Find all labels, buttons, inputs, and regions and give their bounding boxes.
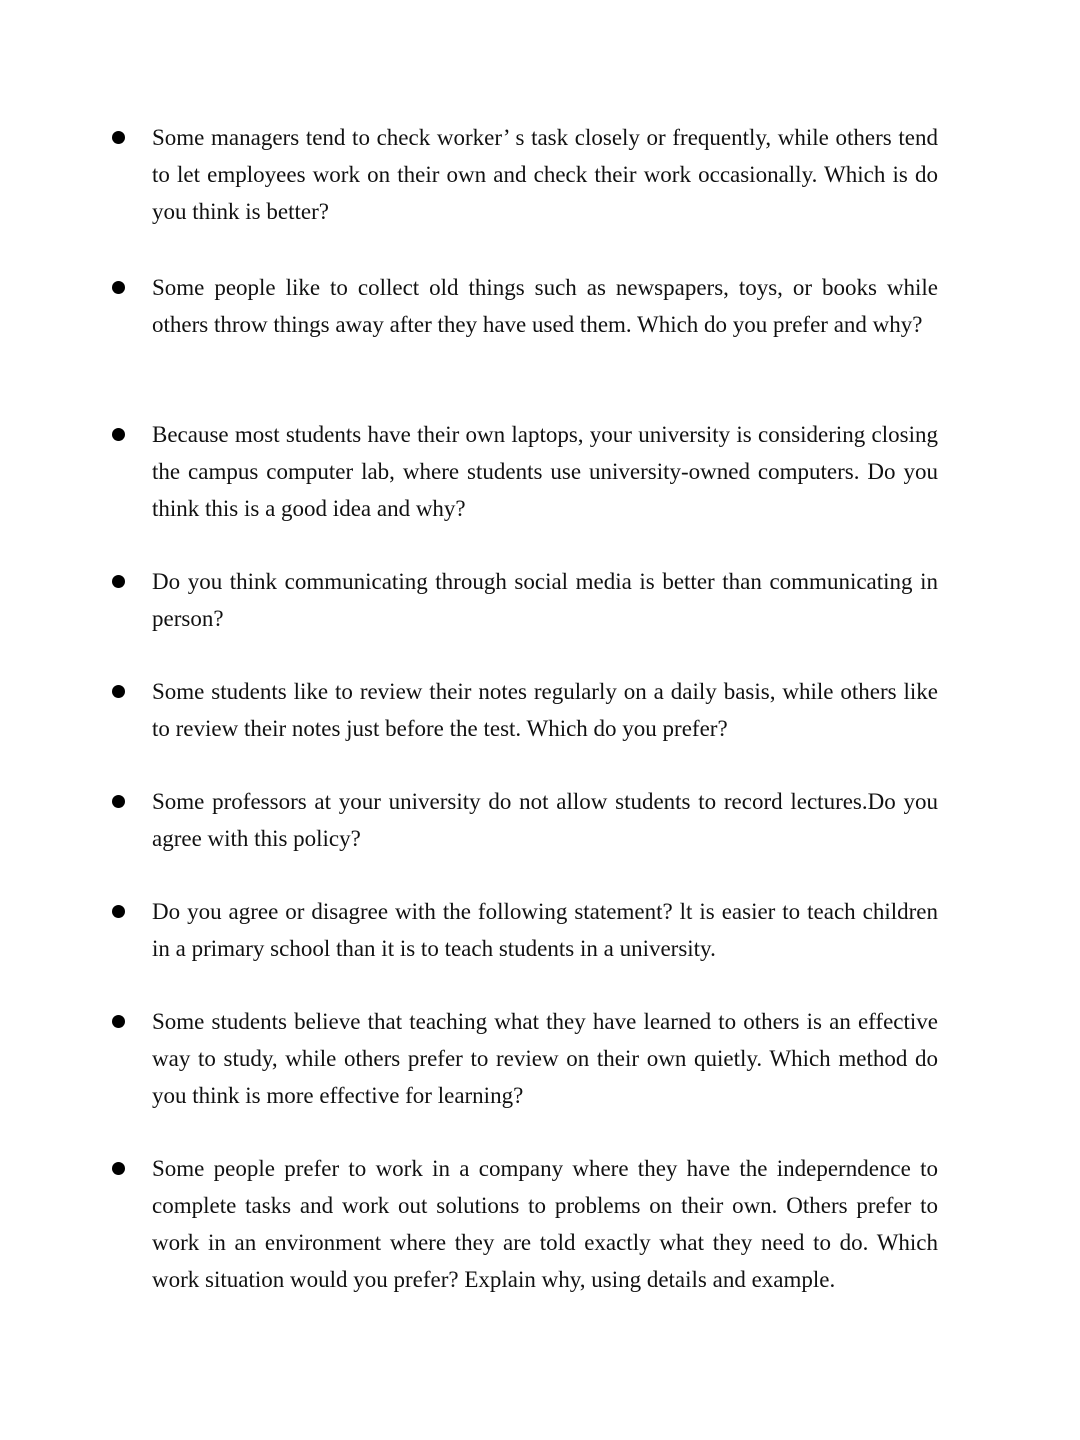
bullet-icon <box>112 1162 125 1175</box>
bullet-icon <box>112 428 125 441</box>
question-text: Some managers tend to check worker’ s task closely or frequently, while others tend to let employees work on their own and check their work occasionally. Which is do you think is better? <box>152 125 938 224</box>
bullet-icon <box>112 685 125 698</box>
bullet-icon <box>112 281 125 294</box>
question-text: Do you think communicating through social media is better than communicating in person? <box>152 569 938 631</box>
bullet-icon <box>112 795 125 808</box>
question-text: Some students like to review their notes regularly on a daily basis, while others like to review their notes just before the test. Which do you prefer? <box>152 679 938 741</box>
bullet-icon <box>112 905 125 918</box>
bullet-icon <box>112 131 125 144</box>
question-text: Some professors at your university do not allow students to record lectures.Do you agree with this policy? <box>152 789 938 851</box>
question-text: Some people prefer to work in a company where they have the indeperndence to complete tasks and work out solutions to problems on their own. Others prefer to work in an environment where they are told exactly what they need to do. Which work situation would you prefer? Explain why, using details and example. <box>152 1156 938 1292</box>
question-text: Because most students have their own laptops, your university is considering closing the campus computer lab, where students use university-owned computers. Do you think this is a good idea and why? <box>152 422 938 521</box>
bullet-icon <box>112 1015 125 1028</box>
question-text: Do you agree or disagree with the following statement? lt is easier to teach children in a primary school than it is to teach students in a university. <box>152 899 938 961</box>
question-text: Some people like to collect old things such as newspapers, toys, or books while others throw things away after they have used them. Which do you prefer and why? <box>152 275 938 337</box>
question-text: Some students believe that teaching what they have learned to others is an effective way to study, while others prefer to review on their own quietly. Which method do you think is more effective for learning? <box>152 1009 938 1108</box>
bullet-icon <box>112 575 125 588</box>
